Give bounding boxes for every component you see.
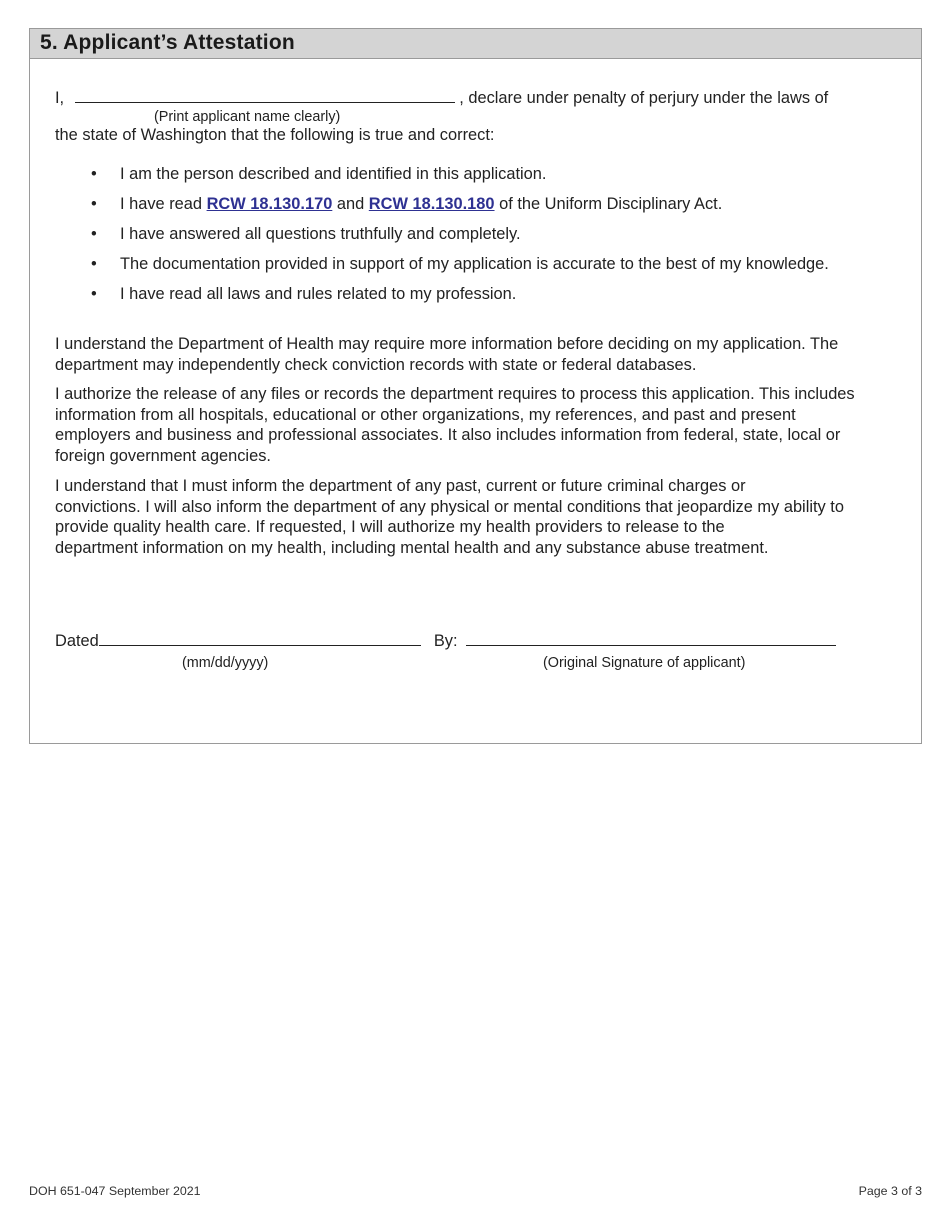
paragraph-information-requirement: I understand the Department of Health may require more information before deciding on my application. The department may independently check conviction records with state or federal databases. bbox=[55, 335, 839, 374]
bullet-icon: • bbox=[91, 255, 97, 273]
bullet-text: I have read all laws and rules related to my profession. bbox=[120, 285, 517, 303]
form-identifier: DOH 651-047 September 2021 bbox=[29, 1184, 201, 1198]
applicant-name-caption: (Print applicant name clearly) bbox=[154, 109, 341, 125]
date-caption: (mm/dd/yyyy) bbox=[182, 655, 269, 671]
bullet-text: The documentation provided in support of my application is accurate to the best of my knowledge. bbox=[120, 255, 829, 273]
list-item bbox=[91, 284, 516, 304]
paragraph-disclosure-obligation: I understand that I must inform the department of any past, current or future criminal charges or convictions. I will also inform the department of any physical or mental conditions that jeopardize my ability to provide quality health care. If requested, I will authorize my health providers to release to the department information on my health, including mental health and any substance abuse treatment. bbox=[55, 477, 844, 557]
bullet-icon: • bbox=[91, 195, 97, 213]
rcw-18-130-180-link[interactable]: RCW 18.130.180 bbox=[368, 195, 495, 213]
list-item bbox=[91, 194, 722, 214]
declaration-suffix: , declare under penalty of perjury under the laws of bbox=[459, 89, 829, 107]
bullet-icon: • bbox=[91, 225, 97, 243]
page-number: Page 3 of 3 bbox=[858, 1184, 922, 1198]
signature-field[interactable] bbox=[466, 629, 836, 646]
list-item bbox=[91, 254, 829, 274]
declaration-continuation: the state of Washington that the following is true and correct: bbox=[55, 126, 495, 144]
list-item bbox=[91, 164, 546, 184]
paragraph-release-authorization: I authorize the release of any files or records the department requires to process this application. This includes information from all hospitals, educational or other organizations, my references, and past and present employers and business and professional associates. It also includes information from federal, state, local or foreign government agencies. bbox=[55, 385, 855, 465]
by-label: By: bbox=[433, 632, 458, 650]
declaration-prefix: I, bbox=[55, 89, 65, 107]
bullet-text: of the Uniform Disciplinary Act. bbox=[499, 195, 723, 213]
signature-line bbox=[55, 629, 836, 652]
signature-caption: (Original Signature of applicant) bbox=[543, 655, 746, 671]
bullet-icon: • bbox=[91, 165, 97, 183]
section-title: 5. Applicant’s Attestation bbox=[40, 31, 295, 54]
date-field[interactable] bbox=[99, 629, 421, 646]
rcw-18-130-170-link[interactable]: RCW 18.130.170 bbox=[206, 195, 333, 213]
list-item bbox=[91, 224, 521, 244]
bullet-icon: • bbox=[91, 285, 97, 303]
applicant-name-field[interactable] bbox=[75, 86, 455, 103]
bullet-text: I have answered all questions truthfully and completely. bbox=[120, 225, 521, 243]
bullet-text: I am the person described and identified in this application. bbox=[120, 165, 547, 183]
bullet-text: I have read bbox=[120, 195, 203, 213]
bullet-text: and bbox=[336, 195, 365, 213]
dated-label: Dated bbox=[55, 632, 99, 650]
declaration-line bbox=[55, 86, 828, 109]
section-header bbox=[30, 29, 921, 59]
